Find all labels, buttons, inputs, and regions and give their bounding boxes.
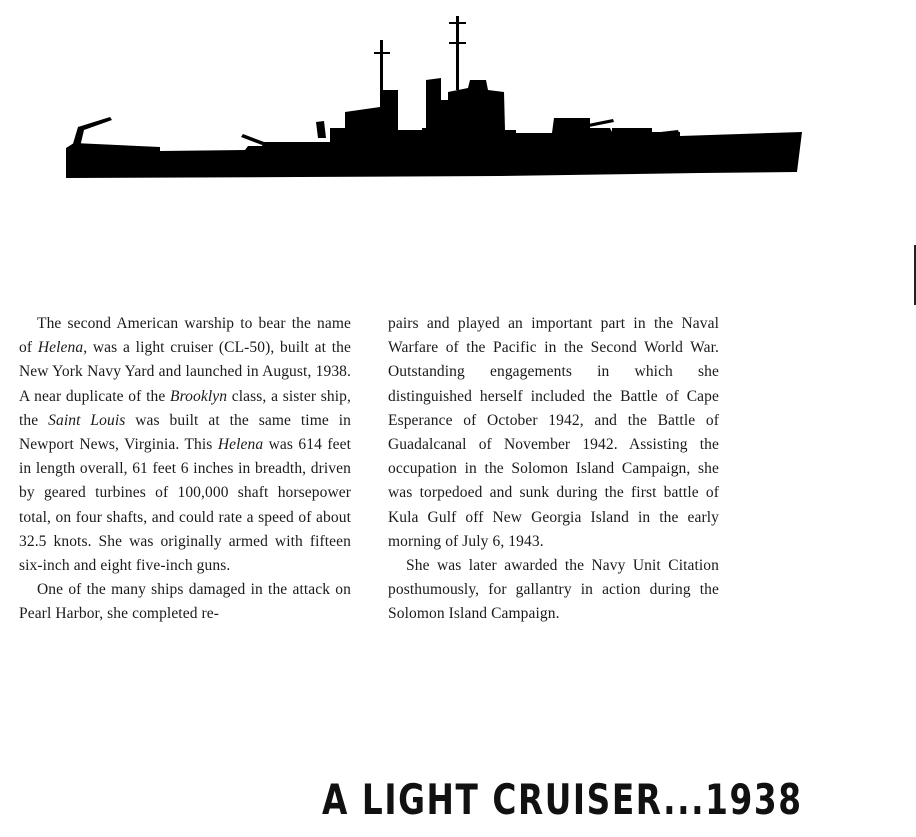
helena-intro-paragraph: The second American warship to bear the name of Helena, was a light cruiser (CL-50), built at the New York Navy Yard and launched in August, 1938. A near duplicate of the Brooklyn class, a sister ship, the Saint Louis was built at the same time in Newport News, Virginia. This Helena was 614 feet in length overall, 61 feet 6 inches in breadth, driven by geared turbines of 100,000 shaft horsepower total, on four shafts, and could rate a speed of about 32.5 knots. She was originally armed with fifteen six-inch and eight five-inch guns. <box>19 315 352 575</box>
light-cruiser-silhouette <box>0 0 916 200</box>
right-text-column <box>388 312 719 627</box>
superstructure-gun <box>316 121 326 138</box>
navy-unit-citation-paragraph: She was later awarded the Navy Unit Citation posthumously, for gallantry in action during the Solomon Island Campaign. <box>388 557 719 623</box>
aft-turret-2 <box>612 128 652 142</box>
foremast-yard <box>374 52 390 54</box>
hull <box>66 78 802 178</box>
pearl-harbor-paragraph: One of the many ships damaged in the attack on Pearl Harbor, she completed re- <box>19 581 351 623</box>
aft-gun-2 <box>588 119 614 127</box>
mainmast-yard-lower <box>449 42 466 44</box>
left-text-column <box>19 312 351 627</box>
foremast <box>380 40 383 92</box>
mainmast-yard <box>449 22 466 24</box>
bow-jackstaff <box>72 117 112 147</box>
mainmast <box>456 16 459 90</box>
page-heading: A LIGHT CRUISER...1938 <box>322 775 803 824</box>
pacific-war-paragraph: pairs and played an important part in the Naval Warfare of the Pacific in the Second World War. Outstanding engagements in which she distinguished herself included the Battle of Cape Esperance of October 1942, and the Battle of Guadalcanal of November 1942. Assisting the occupation in the Solomon Island Campaign, she was torpedoed and sunk during the first battle of Kula Gulf off New Georgia Island in the early morning of July 6, 1943. <box>388 315 719 550</box>
forward-gun <box>241 134 264 145</box>
